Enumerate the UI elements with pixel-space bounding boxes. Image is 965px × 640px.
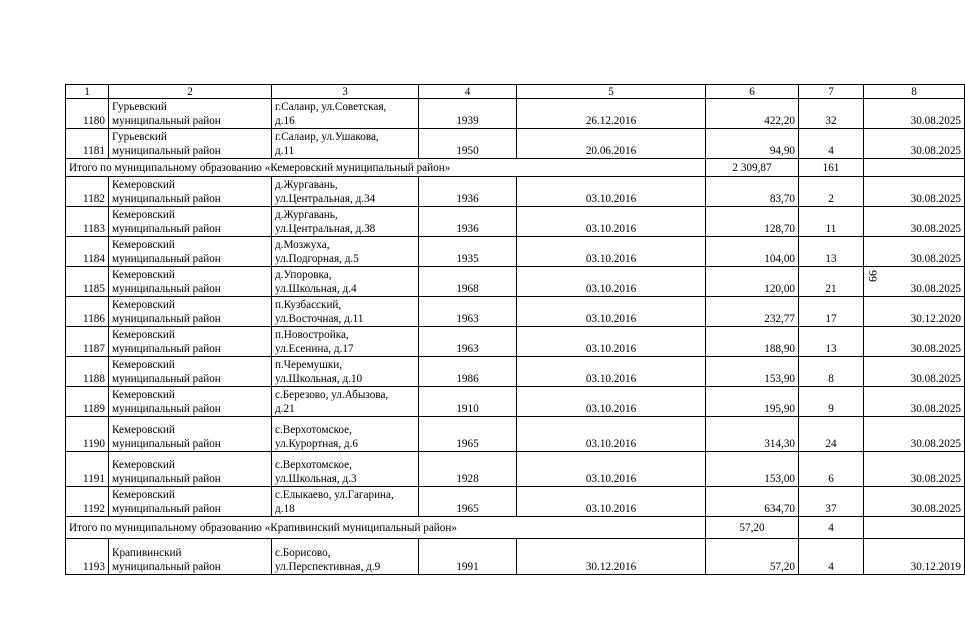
subtotal-label: Итого по муниципальному образованию «Крапивинский муниципальный район» bbox=[66, 517, 706, 539]
address-cell bbox=[272, 177, 419, 207]
year-cell: 1936 bbox=[419, 177, 517, 207]
address-cell bbox=[272, 417, 419, 452]
cell-line: Кемеровский bbox=[112, 389, 175, 401]
area-cell: 195,90 bbox=[706, 387, 799, 417]
address-cell bbox=[272, 129, 419, 159]
column-number-2: 2 bbox=[109, 85, 272, 99]
district-cell bbox=[109, 417, 272, 452]
address-cell bbox=[272, 327, 419, 357]
people-cell: 6 bbox=[799, 452, 864, 487]
people-cell: 37 bbox=[799, 487, 864, 517]
cell-line: д.Мозжуха, bbox=[275, 239, 330, 251]
year-cell: 1965 bbox=[419, 487, 517, 517]
page-number: 99 bbox=[866, 270, 880, 282]
deadline-cell: 30.12.2020 bbox=[864, 297, 965, 327]
date-cell: 03.10.2016 bbox=[517, 452, 706, 487]
row-number: 1189 bbox=[66, 387, 109, 417]
cell-line: д.Жургавань, bbox=[275, 179, 338, 191]
people-cell: 2 bbox=[799, 177, 864, 207]
year-cell: 1963 bbox=[419, 327, 517, 357]
deadline-cell: 30.08.2025 bbox=[864, 129, 965, 159]
area-cell: 120,00 bbox=[706, 267, 799, 297]
subtotal-area: 57,20 bbox=[706, 517, 799, 539]
subtotal-label: Итого по муниципальному образованию «Кемеровский муниципальный район» bbox=[66, 159, 706, 177]
cell-line: муниципальный район bbox=[112, 283, 221, 295]
date-cell: 03.10.2016 bbox=[517, 357, 706, 387]
date-cell: 03.10.2016 bbox=[517, 487, 706, 517]
table-row bbox=[66, 267, 965, 297]
cell-line: Кемеровский bbox=[112, 359, 175, 371]
table-row bbox=[66, 357, 965, 387]
row-number: 1187 bbox=[66, 327, 109, 357]
cell-line: муниципальный район bbox=[112, 473, 221, 485]
date-cell: 03.10.2016 bbox=[517, 327, 706, 357]
address-cell bbox=[272, 237, 419, 267]
area-cell: 314,30 bbox=[706, 417, 799, 452]
date-cell: 03.10.2016 bbox=[517, 417, 706, 452]
district-cell bbox=[109, 487, 272, 517]
people-cell: 24 bbox=[799, 417, 864, 452]
year-cell: 1910 bbox=[419, 387, 517, 417]
cell-line: ул.Есенина, д.17 bbox=[275, 343, 354, 355]
cell-line: ул.Школьная, д.4 bbox=[275, 283, 357, 295]
subtotal-people: 4 bbox=[799, 517, 864, 539]
cell-line: Кемеровский bbox=[112, 459, 175, 471]
area-cell: 104,00 bbox=[706, 237, 799, 267]
year-cell: 1986 bbox=[419, 357, 517, 387]
column-number-header-row bbox=[66, 85, 965, 99]
row-number: 1192 bbox=[66, 487, 109, 517]
row-number: 1193 bbox=[66, 539, 109, 575]
date-cell: 20.06.2016 bbox=[517, 129, 706, 159]
deadline-cell: 30.08.2025 bbox=[864, 327, 965, 357]
district-cell bbox=[109, 297, 272, 327]
people-cell: 4 bbox=[799, 539, 864, 575]
district-cell bbox=[109, 452, 272, 487]
address-cell bbox=[272, 297, 419, 327]
cell-line: ул.Школьная, д.3 bbox=[275, 473, 357, 485]
table-row bbox=[66, 99, 965, 129]
row-number: 1184 bbox=[66, 237, 109, 267]
table-row bbox=[66, 539, 965, 575]
area-cell: 83,70 bbox=[706, 177, 799, 207]
year-cell: 1950 bbox=[419, 129, 517, 159]
people-cell: 13 bbox=[799, 237, 864, 267]
deadline-cell: 30.08.2025 bbox=[864, 387, 965, 417]
row-number: 1181 bbox=[66, 129, 109, 159]
date-cell: 26.12.2016 bbox=[517, 99, 706, 129]
people-cell: 8 bbox=[799, 357, 864, 387]
row-number: 1186 bbox=[66, 297, 109, 327]
date-cell: 03.10.2016 bbox=[517, 177, 706, 207]
deadline-cell: 30.08.2025 bbox=[864, 357, 965, 387]
deadline-cell: 30.08.2025 bbox=[864, 452, 965, 487]
deadline-cell: 30.08.2025 bbox=[864, 417, 965, 452]
deadline-cell: 30.08.2025 bbox=[864, 177, 965, 207]
cell-line: муниципальный район bbox=[112, 223, 221, 235]
column-number-3: 3 bbox=[272, 85, 419, 99]
cell-line: г.Салаир, ул.Советская, bbox=[275, 101, 387, 113]
people-cell: 11 bbox=[799, 207, 864, 237]
cell-line: муниципальный район bbox=[112, 438, 221, 450]
address-cell bbox=[272, 207, 419, 237]
subtotal-row bbox=[66, 517, 965, 539]
district-cell bbox=[109, 387, 272, 417]
cell-line: п.Кузбасский, bbox=[275, 299, 342, 311]
row-number: 1182 bbox=[66, 177, 109, 207]
cell-line: д.Жургавань, bbox=[275, 209, 338, 221]
year-cell: 1928 bbox=[419, 452, 517, 487]
table-row bbox=[66, 327, 965, 357]
deadline-cell: 30.08.2025 bbox=[864, 207, 965, 237]
cell-line: п.Черемушки, bbox=[275, 359, 343, 371]
cell-line: г.Салаир, ул.Ушакова, bbox=[275, 131, 379, 143]
subtotal-people: 161 bbox=[799, 159, 864, 177]
column-number-5: 5 bbox=[517, 85, 706, 99]
cell-line: муниципальный район bbox=[112, 115, 221, 127]
deadline-cell: 30.12.2019 bbox=[864, 539, 965, 575]
year-cell: 1991 bbox=[419, 539, 517, 575]
address-cell bbox=[272, 487, 419, 517]
cell-line: муниципальный район bbox=[112, 561, 221, 573]
area-cell: 153,00 bbox=[706, 452, 799, 487]
housing-registry-table bbox=[65, 84, 965, 575]
date-cell: 30.12.2016 bbox=[517, 539, 706, 575]
cell-line: муниципальный район bbox=[112, 253, 221, 265]
year-cell: 1965 bbox=[419, 417, 517, 452]
cell-line: ул.Центральная, д.38 bbox=[275, 223, 376, 235]
table-row bbox=[66, 207, 965, 237]
people-cell: 13 bbox=[799, 327, 864, 357]
column-number-1: 1 bbox=[66, 85, 109, 99]
column-number-6: 6 bbox=[706, 85, 799, 99]
cell-line: ул.Восточная, д.11 bbox=[275, 313, 364, 325]
row-number: 1185 bbox=[66, 267, 109, 297]
year-cell: 1963 bbox=[419, 297, 517, 327]
cell-line: Крапивинский bbox=[112, 547, 182, 559]
cell-line: д.Упоровка, bbox=[275, 269, 332, 281]
cell-line: Кемеровский bbox=[112, 299, 175, 311]
date-cell: 03.10.2016 bbox=[517, 387, 706, 417]
district-cell bbox=[109, 267, 272, 297]
row-number: 1191 bbox=[66, 452, 109, 487]
address-cell bbox=[272, 452, 419, 487]
date-cell: 03.10.2016 bbox=[517, 207, 706, 237]
people-cell: 17 bbox=[799, 297, 864, 327]
cell-line: ул.Подгорная, д.5 bbox=[275, 253, 359, 265]
cell-line: Гурьевский bbox=[112, 131, 167, 143]
district-cell bbox=[109, 99, 272, 129]
cell-line: муниципальный район bbox=[112, 503, 221, 515]
cell-line: Кемеровский bbox=[112, 239, 175, 251]
area-cell: 188,90 bbox=[706, 327, 799, 357]
district-cell bbox=[109, 327, 272, 357]
address-cell bbox=[272, 357, 419, 387]
address-cell bbox=[272, 99, 419, 129]
address-cell bbox=[272, 539, 419, 575]
district-cell bbox=[109, 129, 272, 159]
table-body bbox=[66, 85, 965, 575]
deadline-cell: 30.08.2025 bbox=[864, 99, 965, 129]
year-cell: 1935 bbox=[419, 237, 517, 267]
cell-line: ул.Перспективная, д.9 bbox=[275, 561, 381, 573]
deadline-cell: 30.08.2025 bbox=[864, 487, 965, 517]
cell-line: д.16 bbox=[275, 115, 295, 127]
table-row bbox=[66, 387, 965, 417]
table-row bbox=[66, 452, 965, 487]
address-cell bbox=[272, 387, 419, 417]
district-cell bbox=[109, 177, 272, 207]
cell-line: Кемеровский bbox=[112, 329, 175, 341]
table-row bbox=[66, 297, 965, 327]
cell-line: ул.Курортная, д.6 bbox=[275, 438, 358, 450]
area-cell: 128,70 bbox=[706, 207, 799, 237]
district-cell bbox=[109, 237, 272, 267]
cell-line: п.Новостройка, bbox=[275, 329, 349, 341]
cell-line: с.Верхотомское, bbox=[275, 424, 352, 436]
cell-line: Гурьевский bbox=[112, 101, 167, 113]
table-row bbox=[66, 177, 965, 207]
date-cell: 03.10.2016 bbox=[517, 237, 706, 267]
cell-line: д.18 bbox=[275, 503, 295, 515]
people-cell: 32 bbox=[799, 99, 864, 129]
subtotal-empty bbox=[864, 159, 965, 177]
deadline-cell: 30.08.2025 bbox=[864, 267, 965, 297]
district-cell bbox=[109, 357, 272, 387]
cell-line: Кемеровский bbox=[112, 209, 175, 221]
row-number: 1180 bbox=[66, 99, 109, 129]
deadline-cell: 30.08.2025 bbox=[864, 237, 965, 267]
table-row bbox=[66, 129, 965, 159]
cell-line: с.Елыкаево, ул.Гагарина, bbox=[275, 489, 394, 501]
table-row bbox=[66, 417, 965, 452]
cell-line: Кемеровский bbox=[112, 179, 175, 191]
table-row bbox=[66, 237, 965, 267]
year-cell: 1936 bbox=[419, 207, 517, 237]
area-cell: 153,90 bbox=[706, 357, 799, 387]
area-cell: 57,20 bbox=[706, 539, 799, 575]
cell-line: с.Березово, ул.Абызова, bbox=[275, 389, 389, 401]
people-cell: 21 bbox=[799, 267, 864, 297]
cell-line: Кемеровский bbox=[112, 424, 175, 436]
subtotal-row bbox=[66, 159, 965, 177]
area-cell: 634,70 bbox=[706, 487, 799, 517]
date-cell: 03.10.2016 bbox=[517, 267, 706, 297]
date-cell: 03.10.2016 bbox=[517, 297, 706, 327]
cell-line: д.11 bbox=[275, 145, 295, 157]
subtotal-area: 2 309,87 bbox=[706, 159, 799, 177]
cell-line: ул.Центральная, д.34 bbox=[275, 193, 376, 205]
row-number: 1190 bbox=[66, 417, 109, 452]
cell-line: муниципальный район bbox=[112, 343, 221, 355]
row-number: 1183 bbox=[66, 207, 109, 237]
area-cell: 232,77 bbox=[706, 297, 799, 327]
cell-line: муниципальный район bbox=[112, 403, 221, 415]
subtotal-empty bbox=[864, 517, 965, 539]
people-cell: 9 bbox=[799, 387, 864, 417]
row-number: 1188 bbox=[66, 357, 109, 387]
column-number-8: 8 bbox=[864, 85, 965, 99]
cell-line: Кемеровский bbox=[112, 489, 175, 501]
cell-line: муниципальный район bbox=[112, 373, 221, 385]
cell-line: муниципальный район bbox=[112, 313, 221, 325]
address-cell bbox=[272, 267, 419, 297]
district-cell bbox=[109, 207, 272, 237]
table-row bbox=[66, 487, 965, 517]
area-cell: 422,20 bbox=[706, 99, 799, 129]
cell-line: ул.Школьная, д.10 bbox=[275, 373, 363, 385]
district-cell bbox=[109, 539, 272, 575]
column-number-7: 7 bbox=[799, 85, 864, 99]
cell-line: Кемеровский bbox=[112, 269, 175, 281]
cell-line: муниципальный район bbox=[112, 193, 221, 205]
column-number-4: 4 bbox=[419, 85, 517, 99]
year-cell: 1968 bbox=[419, 267, 517, 297]
cell-line: д.21 bbox=[275, 403, 295, 415]
year-cell: 1939 bbox=[419, 99, 517, 129]
cell-line: с.Верхотомское, bbox=[275, 459, 352, 471]
people-cell: 4 bbox=[799, 129, 864, 159]
cell-line: с.Борисово, bbox=[275, 547, 331, 559]
cell-line: муниципальный район bbox=[112, 145, 221, 157]
area-cell: 94,90 bbox=[706, 129, 799, 159]
